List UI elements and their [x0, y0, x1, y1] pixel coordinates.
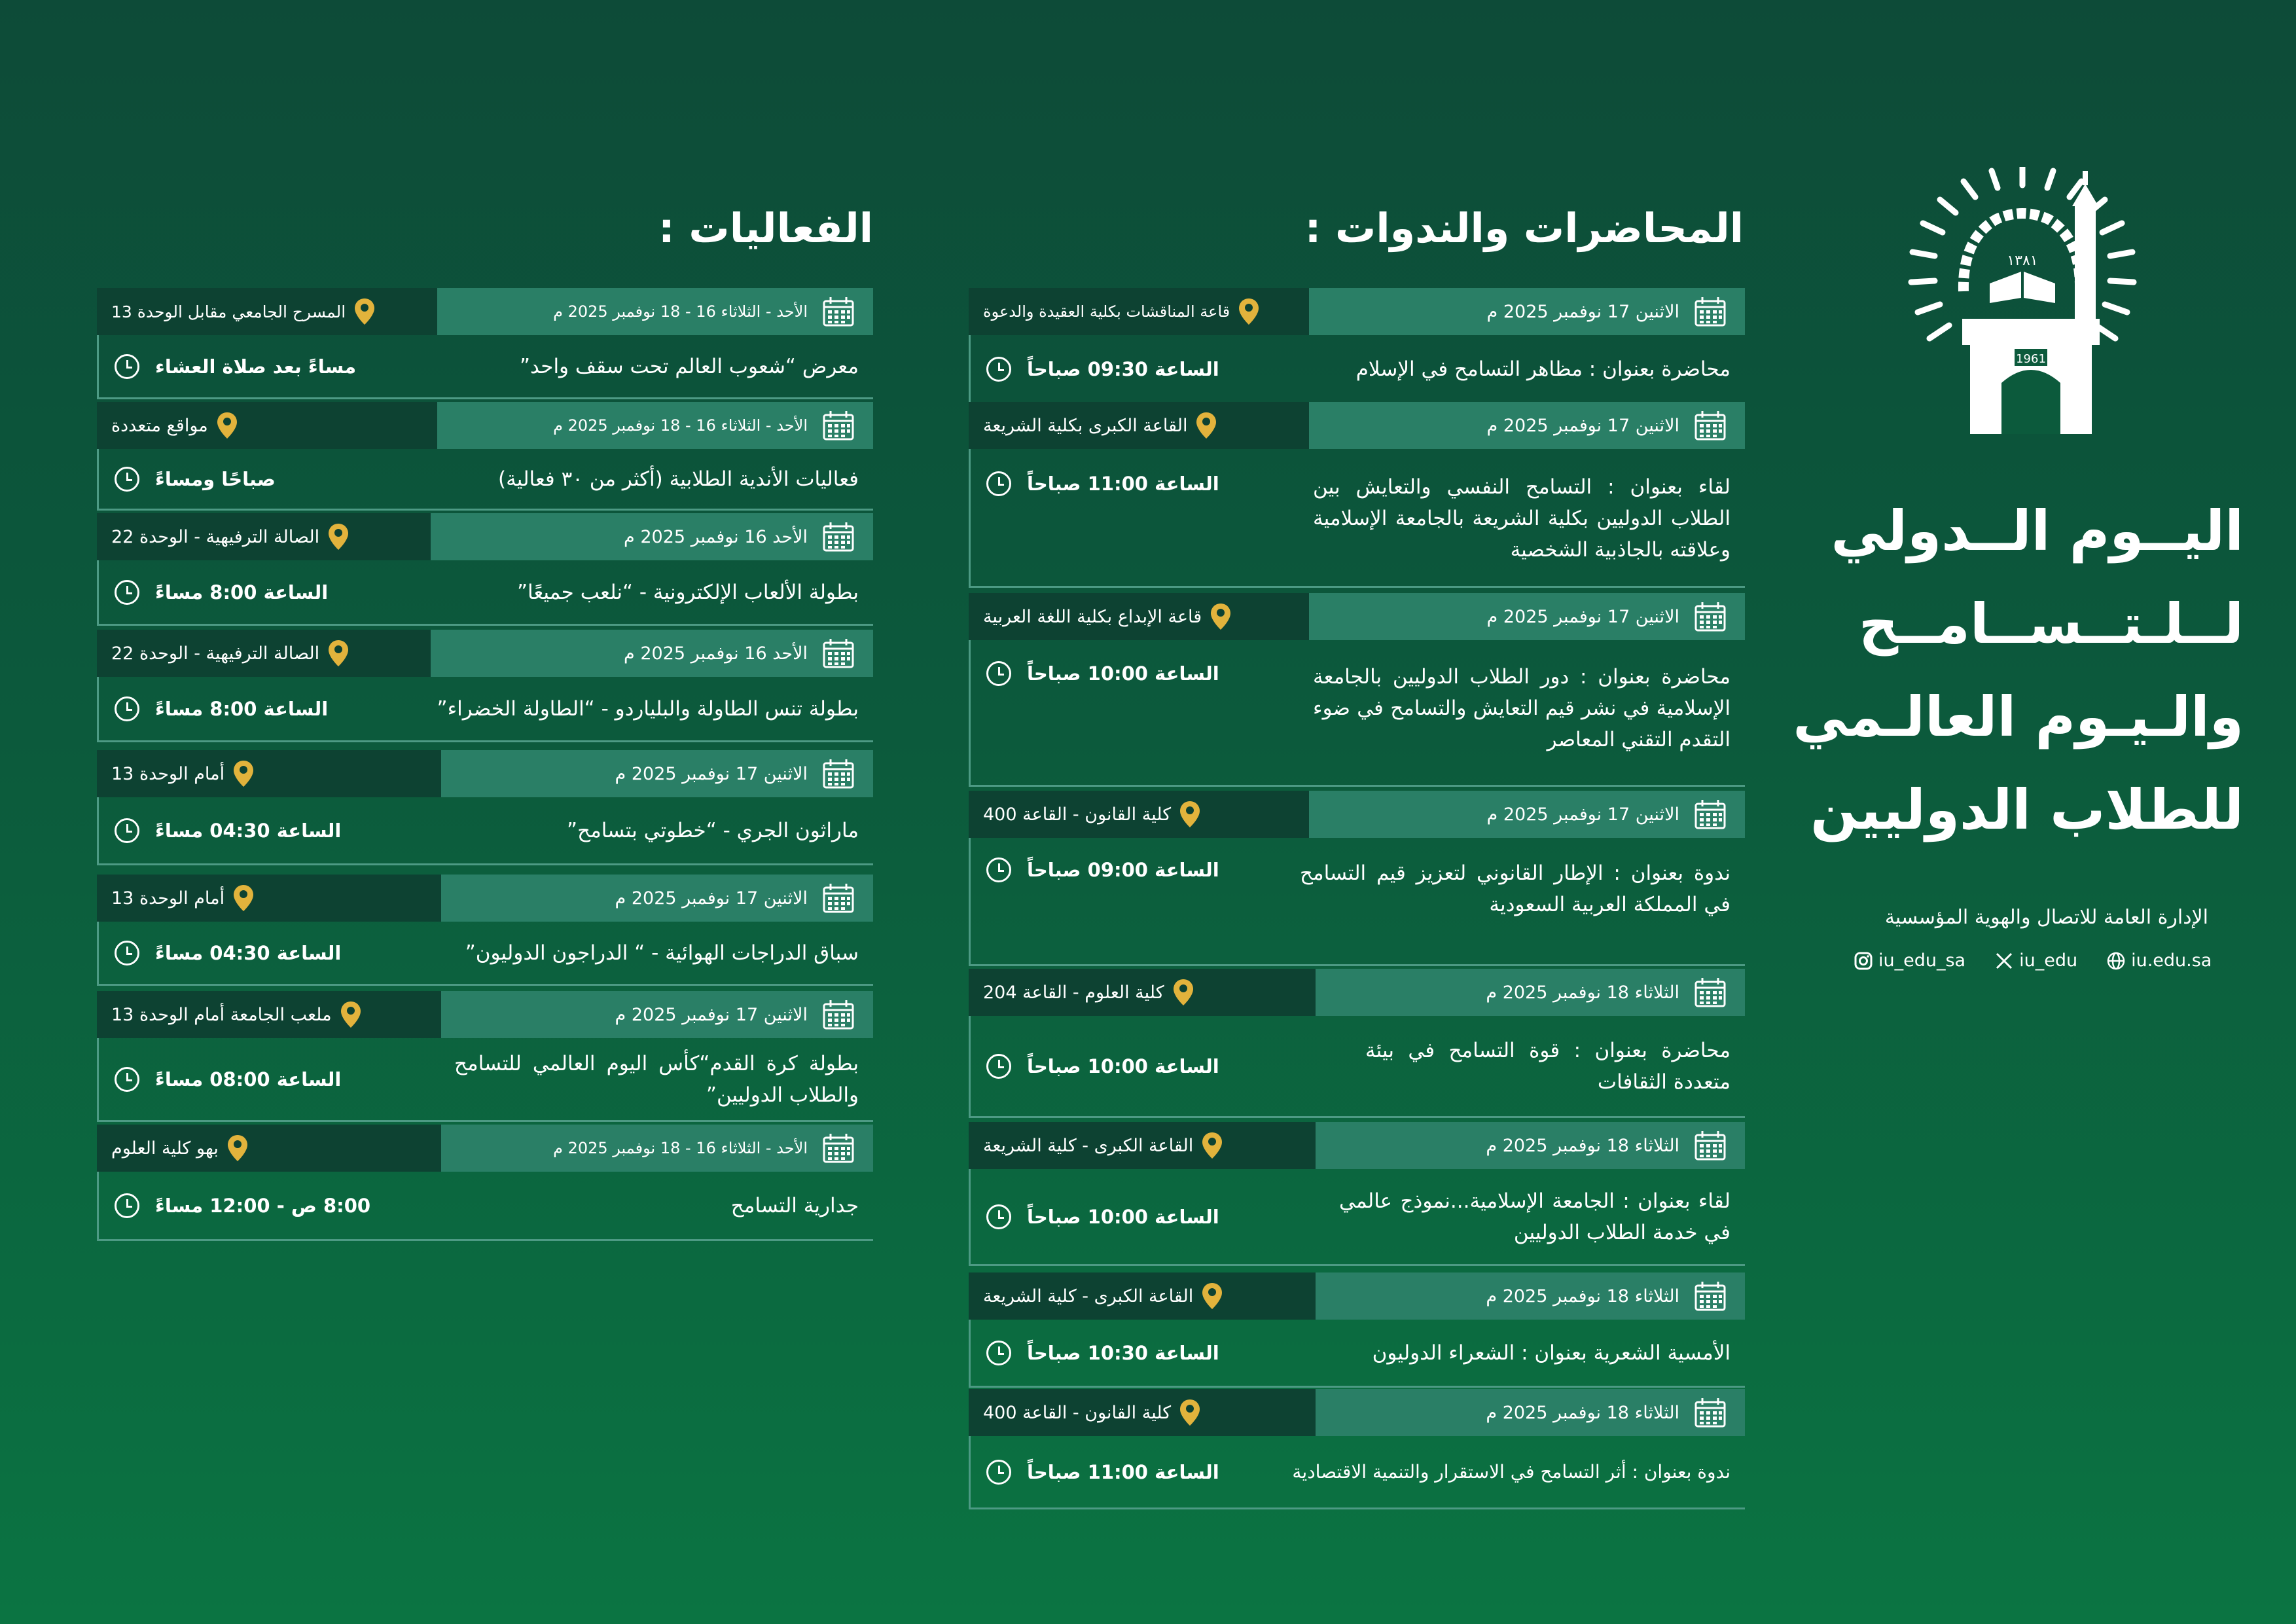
event-location: القاعة الكبرى - كلية الشريعة	[983, 1286, 1194, 1307]
calendar-icon	[1694, 601, 1727, 632]
event-title: ماراثون الجري - “خطوتي بتسامح”	[567, 818, 859, 842]
clock-icon	[986, 1341, 1011, 1365]
date-bar	[1316, 1122, 1745, 1169]
calendar-icon	[822, 296, 855, 327]
date-bar	[441, 1125, 873, 1172]
event-card	[97, 875, 873, 986]
lecture-card	[969, 402, 1745, 588]
clock-icon	[986, 857, 1011, 882]
event-location: كلية القانون - القاعة 400	[983, 1402, 1172, 1423]
location-bar	[97, 288, 437, 335]
event-time: 8:00 ص - 12:00 مساءً	[155, 1194, 371, 1217]
clock-icon	[115, 696, 139, 721]
lecture-card	[969, 1389, 1745, 1509]
event-card	[97, 513, 873, 626]
clock-icon	[986, 471, 1011, 496]
website-link[interactable]	[2106, 950, 2212, 971]
x-link[interactable]	[1994, 950, 2077, 971]
event-time: صباحًا ومساءً	[155, 467, 276, 490]
location-bar	[97, 750, 441, 797]
event-card	[97, 991, 873, 1122]
event-date: الأحد - الثلاثاء 16 - 18 نوفمبر 2025 م	[553, 1139, 808, 1157]
clock-icon	[115, 580, 139, 605]
date-bar	[437, 288, 873, 335]
event-time: الساعة 09:30 صباحاً	[1027, 357, 1219, 380]
event-date: الاثنين 17 نوفمبر 2025 م	[1486, 415, 1679, 436]
map-pin-icon	[232, 884, 255, 912]
location-bar	[97, 875, 441, 922]
event-title: بطولة كرة القدم“كأس اليوم العالمي للتسامح والطلاب الدوليين”	[454, 1051, 859, 1107]
location-bar	[97, 991, 441, 1038]
map-pin-icon	[216, 411, 238, 440]
event-title: ندوة بعنوان : الإطار القانوني لتعزيز قيم التسامح في المملكة العربية السعودية	[1300, 861, 1731, 916]
event-time: الساعة 08:00 مساءً	[155, 1068, 342, 1091]
event-time: الساعة 09:00 صباحاً	[1027, 859, 1219, 881]
event-title: محاضرة بعنوان : دور الطلاب الدوليين بالجامعة الإسلامية في نشر قيم التعايش والتسامح في ضوء التقدم التقني المعاصر	[1313, 665, 1731, 751]
event-time: الساعة 10:00 صباحاً	[1027, 662, 1219, 685]
event-time: الساعة 10:00 صباحاً	[1027, 1055, 1219, 1077]
event-date: الثلاثاء 18 نوفمبر 2025 م	[1486, 1402, 1679, 1423]
event-time: مساءً بعد صلاة العشاء	[155, 355, 357, 378]
event-location: كلية القانون - القاعة 400	[983, 804, 1172, 825]
date-bar	[431, 513, 873, 560]
clock-icon	[115, 818, 139, 843]
event-date: الأحد - الثلاثاء 16 - 18 نوفمبر 2025 م	[553, 416, 808, 435]
map-pin-icon	[1179, 1398, 1201, 1427]
location-bar	[969, 1272, 1316, 1320]
department-name: الإدارة العامة للاتصال والهوية المؤسسية	[1884, 906, 2208, 929]
event-date: الاثنين 17 نوفمبر 2025 م	[615, 888, 808, 909]
lectures-column	[969, 288, 1745, 1512]
title-line: اليــوم الــدولي	[1831, 499, 2244, 563]
location-bar	[969, 1122, 1316, 1169]
event-card	[97, 630, 873, 742]
map-pin-icon	[353, 297, 376, 326]
location-bar	[969, 402, 1309, 449]
instagram-icon	[1854, 951, 1873, 971]
clock-icon	[115, 1193, 139, 1218]
date-bar	[431, 630, 873, 677]
title-line: لــلـتــســامــح	[1858, 592, 2244, 656]
event-date: الثلاثاء 18 نوفمبر 2025 م	[1486, 1286, 1679, 1307]
event-title: لقاء بعنوان : التسامح النفسي والتعايش بين الطلاب الدوليين بكلية الشريعة بالجامعة الإسلامية وعلاقته بالجاذبية الشخصية	[1313, 475, 1731, 562]
date-bar	[441, 875, 873, 922]
university-logo	[1885, 167, 2160, 435]
event-location: أمام الوحدة 13	[111, 888, 225, 909]
event-card	[97, 1125, 873, 1241]
map-pin-icon	[1179, 800, 1201, 829]
event-time: الساعة 04:30 مساءً	[155, 819, 342, 842]
instagram-handle: iu_edu_sa	[1878, 950, 1966, 971]
logo-year: 1961	[2016, 352, 2046, 366]
clock-icon	[986, 661, 1011, 686]
page-title	[1793, 484, 2244, 856]
event-date: الاثنين 17 نوفمبر 2025 م	[1486, 606, 1679, 627]
event-card	[97, 402, 873, 511]
event-title: بطولة الألعاب الإلكترونية - “نلعب جميعًا”	[516, 580, 859, 604]
event-location: قاعة الإبداع بكلية اللغة العربية	[983, 606, 1202, 627]
event-title: محاضرة بعنوان : قوة التسامح في بيئة متعددة الثقافات	[1365, 1038, 1731, 1094]
event-time: الساعة 11:00 صباحاً	[1027, 473, 1219, 495]
calendar-icon	[822, 638, 855, 669]
event-date: الأحد 16 نوفمبر 2025 م	[624, 526, 808, 547]
map-pin-icon	[1195, 411, 1217, 440]
event-time: الساعة 11:00 صباحاً	[1027, 1460, 1219, 1483]
event-time: الساعة 04:30 مساءً	[155, 941, 342, 964]
clock-icon	[115, 467, 139, 492]
event-date: الاثنين 17 نوفمبر 2025 م	[1486, 301, 1679, 322]
date-bar	[1316, 1389, 1745, 1436]
calendar-icon	[1694, 1397, 1727, 1428]
event-location: المسرح الجامعي مقابل الوحدة 13	[111, 302, 346, 321]
date-bar	[1309, 593, 1745, 640]
clock-icon	[986, 1054, 1011, 1079]
clock-icon	[986, 1460, 1011, 1485]
event-location: مواقع متعددة	[111, 415, 208, 436]
calendar-icon	[1694, 410, 1727, 441]
location-bar	[969, 593, 1309, 640]
calendar-icon	[1694, 1130, 1727, 1161]
lecture-card	[969, 1122, 1745, 1266]
website-url: iu.edu.sa	[2131, 950, 2212, 971]
instagram-link[interactable]	[1854, 950, 1965, 971]
event-card	[97, 288, 873, 399]
event-card	[97, 750, 873, 865]
date-bar	[1309, 402, 1745, 449]
event-date: الثلاثاء 18 نوفمبر 2025 م	[1486, 982, 1679, 1003]
event-title: جدارية التسامح	[730, 1193, 859, 1218]
clock-icon	[986, 1204, 1011, 1229]
lecture-card	[969, 288, 1745, 405]
map-pin-icon	[226, 1134, 249, 1163]
date-bar	[441, 991, 873, 1038]
location-bar	[969, 288, 1309, 335]
map-pin-icon	[1172, 978, 1194, 1007]
calendar-icon	[1694, 296, 1727, 327]
location-bar	[969, 969, 1316, 1016]
calendar-icon	[822, 410, 855, 441]
event-date: الاثنين 17 نوفمبر 2025 م	[1486, 804, 1679, 825]
lectures-title: المحاضرات والندوات :	[1304, 204, 1744, 252]
date-bar	[1309, 791, 1745, 838]
event-title: الأمسية الشعرية بعنوان : الشعراء الدوليون	[1372, 1341, 1731, 1365]
event-date: الاثنين 17 نوفمبر 2025 م	[615, 1004, 808, 1025]
map-pin-icon	[327, 522, 350, 551]
map-pin-icon	[1210, 602, 1232, 631]
event-location: الصالة الترفيهية - الوحدة 22	[111, 643, 320, 664]
clock-icon	[115, 1067, 139, 1092]
date-bar	[1309, 288, 1745, 335]
event-location: قاعة المناقشات بكلية العقيدة والدعوة	[983, 302, 1230, 321]
lecture-card	[969, 791, 1745, 966]
date-bar	[441, 750, 873, 797]
date-bar	[437, 402, 873, 449]
calendar-icon	[822, 1132, 855, 1164]
event-date: الاثنين 17 نوفمبر 2025 م	[615, 763, 808, 784]
events-column	[97, 288, 873, 1244]
lecture-card	[969, 969, 1745, 1118]
event-title: سباق الدراجات الهوائية - “ الدراجون الدوليون”	[465, 941, 859, 965]
x-handle: iu_edu	[2019, 950, 2078, 971]
location-bar	[969, 791, 1309, 838]
event-date: الأحد 16 نوفمبر 2025 م	[624, 643, 808, 664]
event-title: فعاليات الأندية الطلابية (أكثر من ٣٠ فعالية)	[498, 467, 859, 491]
x-icon	[1994, 951, 2014, 971]
location-bar	[97, 1125, 441, 1172]
event-title: بطولة تنس الطاولة والبلياردو - “الطاولة الخضراء”	[437, 696, 859, 721]
event-title: محاضرة بعنوان : مظاهر التسامح في الإسلام	[1355, 357, 1731, 381]
lecture-card	[969, 593, 1745, 787]
map-pin-icon	[232, 759, 255, 788]
social-links	[1854, 950, 2212, 971]
logo-hijri: ١٣٨١	[2007, 253, 2038, 269]
date-bar	[1316, 969, 1745, 1016]
clock-icon	[986, 357, 1011, 382]
event-location: الصالة الترفيهية - الوحدة 22	[111, 526, 320, 547]
map-pin-icon	[1238, 297, 1260, 326]
location-bar	[97, 630, 431, 677]
event-time: الساعة 8:00 مساءً	[155, 581, 329, 604]
event-date: الثلاثاء 18 نوفمبر 2025 م	[1486, 1135, 1679, 1156]
calendar-icon	[822, 999, 855, 1030]
event-location: القاعة الكبرى - كلية الشريعة	[983, 1135, 1194, 1156]
calendar-icon	[822, 882, 855, 914]
location-bar	[969, 1389, 1316, 1436]
event-location: القاعة الكبرى بكلية الشريعة	[983, 415, 1188, 436]
event-time: الساعة 10:30 صباحاً	[1027, 1341, 1219, 1364]
map-pin-icon	[1201, 1131, 1223, 1160]
calendar-icon	[822, 521, 855, 552]
event-title: لقاء بعنوان : الجامعة الإسلامية...نموذج عالمي في خدمة الطلاب الدوليين	[1339, 1189, 1731, 1244]
event-location: أمام الوحدة 13	[111, 763, 225, 784]
event-title: ندوة بعنوان : أثر التسامح في الاستقرار والتنمية الاقتصادية	[1292, 1460, 1731, 1483]
map-pin-icon	[1201, 1282, 1223, 1310]
location-bar	[97, 402, 437, 449]
title-line: والـيـوم العالـمي	[1793, 685, 2244, 749]
location-bar	[97, 513, 431, 560]
event-location: بهو كلية العلوم	[111, 1138, 219, 1159]
event-title: معرض “شعوب العالم تحت سقف واحد”	[519, 354, 859, 378]
title-line: للطلاب الدوليين	[1810, 778, 2244, 842]
calendar-icon	[822, 758, 855, 789]
calendar-icon	[1694, 799, 1727, 830]
lecture-card	[969, 1272, 1745, 1388]
date-bar	[1316, 1272, 1745, 1320]
events-title: الفعاليات :	[658, 204, 873, 252]
event-date: الأحد - الثلاثاء 16 - 18 نوفمبر 2025 م	[553, 302, 808, 321]
event-location: ملعب الجامعة أمام الوحدة 13	[111, 1004, 332, 1025]
map-pin-icon	[340, 1000, 362, 1029]
globe-icon	[2106, 951, 2126, 971]
calendar-icon	[1694, 1280, 1727, 1312]
event-time: الساعة 8:00 مساءً	[155, 697, 329, 720]
event-location: كلية العلوم - القاعة 204	[983, 982, 1164, 1003]
map-pin-icon	[327, 639, 350, 668]
calendar-icon	[1694, 977, 1727, 1008]
clock-icon	[115, 941, 139, 965]
event-time: الساعة 10:00 صباحاً	[1027, 1205, 1219, 1228]
clock-icon	[115, 354, 139, 379]
